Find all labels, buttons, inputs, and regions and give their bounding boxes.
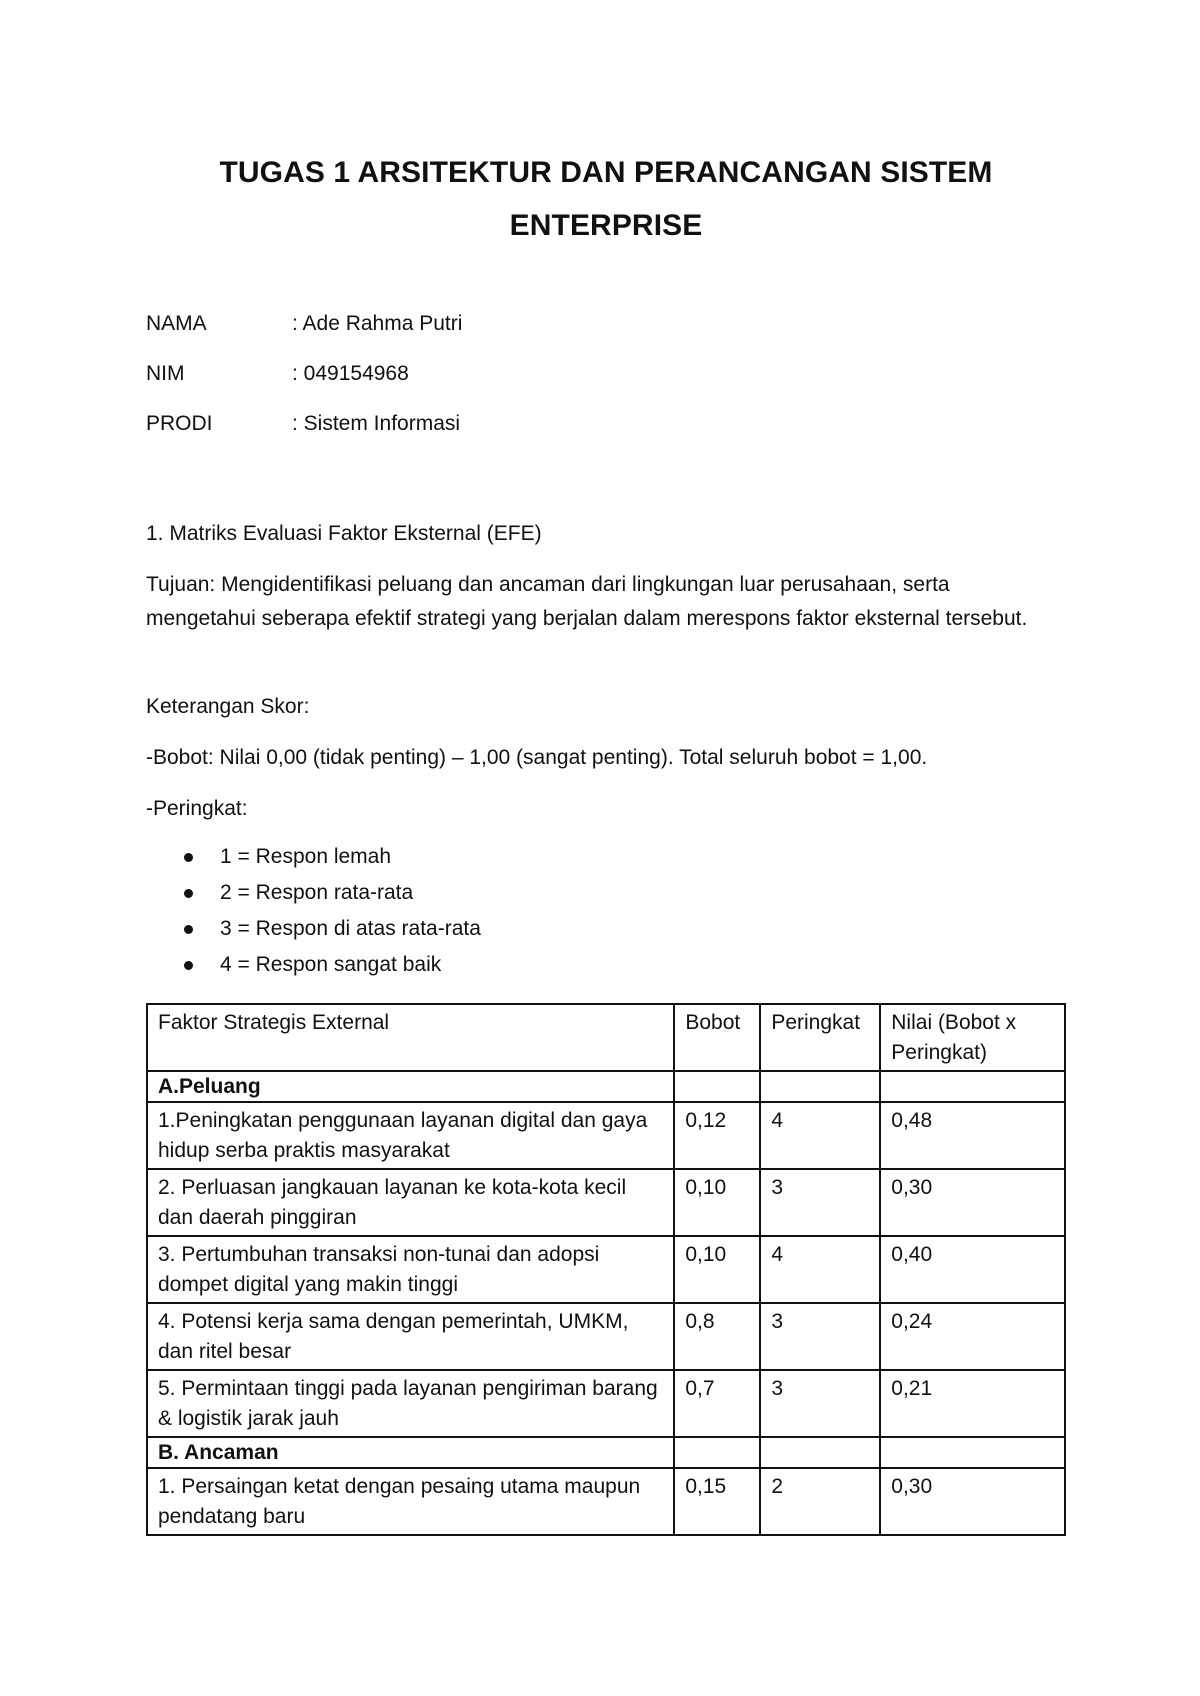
cell-faktor: 2. Perluasan jangkauan layanan ke kota-kota kecil dan daerah pinggiran: [147, 1169, 674, 1236]
list-item-text: 4 = Respon sangat baik: [220, 953, 442, 976]
cell-peringkat: 2: [760, 1468, 880, 1535]
cell-nilai: 0,21: [880, 1370, 1065, 1437]
list-item-text: 3 = Respon di atas rata-rata: [220, 917, 481, 940]
cell-nilai: 0,30: [880, 1169, 1065, 1236]
list-item: [146, 842, 481, 878]
cell-peringkat: 4: [760, 1236, 880, 1303]
bobot-note: -Bobot: Nilai 0,00 (tidak penting) – 1,00 (sangat penting). Total seluruh bobot = 1,00.: [146, 746, 928, 769]
list-item-text: 1 = Respon lemah: [220, 845, 392, 868]
table-row: [147, 1236, 1065, 1303]
table-row: [147, 1102, 1065, 1169]
bullet-icon: [184, 925, 193, 934]
cell-nilai: 0,24: [880, 1303, 1065, 1370]
group-row-ancaman: [147, 1437, 1065, 1468]
cell-nilai: 0,48: [880, 1102, 1065, 1169]
info-label: PRODI: [146, 412, 213, 435]
list-item: [146, 878, 481, 914]
header-faktor: Faktor Strategis External: [147, 1004, 674, 1071]
header-nilai: Nilai (Bobot x Peringkat): [880, 1004, 1065, 1071]
group-row-peluang: [147, 1071, 1065, 1102]
group-label: A.Peluang: [147, 1071, 674, 1102]
bullet-icon: [184, 889, 193, 898]
bullet-icon: [184, 853, 193, 862]
cell-faktor: 4. Potensi kerja sama dengan pemerintah, UMKM, dan ritel besar: [147, 1303, 674, 1370]
info-value: : Sistem Informasi: [292, 412, 461, 435]
cell-faktor: 1.Peningkatan penggunaan layanan digital dan gaya hidup serba praktis masyarakat: [147, 1102, 674, 1169]
document-title: TUGAS 1 ARSITEKTUR DAN PERANCANGAN SISTEM ENTERPRISE: [219, 156, 993, 242]
cell-bobot: 0,7: [674, 1370, 760, 1437]
keterangan-label: Keterangan Skor:: [146, 695, 310, 718]
table-row: [147, 1169, 1065, 1236]
info-row-nim: [146, 362, 462, 412]
section-heading: 1. Matriks Evaluasi Faktor Eksternal (EFE): [146, 522, 542, 545]
cell-faktor: 5. Permintaan tinggi pada layanan pengiriman barang & logistik jarak jauh: [147, 1370, 674, 1437]
cell-nilai: 0,40: [880, 1236, 1065, 1303]
empty-cell: [674, 1071, 760, 1102]
group-label: B. Ancaman: [147, 1437, 674, 1468]
empty-cell: [760, 1071, 880, 1102]
student-info: [146, 312, 462, 462]
table-row: [147, 1370, 1065, 1437]
cell-peringkat: 3: [760, 1303, 880, 1370]
info-value: : 049154968: [292, 362, 409, 385]
efe-table: [146, 1003, 1066, 1536]
info-row-nama: [146, 312, 462, 362]
empty-cell: [880, 1071, 1065, 1102]
cell-faktor: 3. Pertumbuhan transaksi non-tunai dan adopsi dompet digital yang makin tinggi: [147, 1236, 674, 1303]
list-item: [146, 914, 481, 950]
header-bobot: Bobot: [674, 1004, 760, 1071]
cell-bobot: 0,8: [674, 1303, 760, 1370]
cell-bobot: 0,15: [674, 1468, 760, 1535]
bullet-icon: [184, 961, 193, 970]
list-item: [146, 950, 481, 986]
info-row-prodi: [146, 412, 462, 462]
list-item-text: 2 = Respon rata-rata: [220, 881, 414, 904]
empty-cell: [674, 1437, 760, 1468]
empty-cell: [760, 1437, 880, 1468]
info-label: NAMA: [146, 312, 207, 335]
tujuan-paragraph: Tujuan: Mengidentifikasi peluang dan ancaman dari lingkungan luar perusahaan, serta mengetahui seberapa efektif strategi yang berjalan dalam merespons faktor eksternal tersebut.: [146, 573, 1028, 630]
cell-peringkat: 3: [760, 1169, 880, 1236]
info-label: NIM: [146, 362, 185, 385]
table-header-row: [147, 1004, 1065, 1071]
cell-peringkat: 3: [760, 1370, 880, 1437]
peringkat-list: [146, 842, 481, 986]
cell-peringkat: 4: [760, 1102, 880, 1169]
header-peringkat: Peringkat: [760, 1004, 880, 1071]
cell-faktor: 1. Persaingan ketat dengan pesaing utama maupun pendatang baru: [147, 1468, 674, 1535]
cell-bobot: 0,12: [674, 1102, 760, 1169]
cell-bobot: 0,10: [674, 1236, 760, 1303]
table-row: [147, 1303, 1065, 1370]
info-value: : Ade Rahma Putri: [292, 312, 463, 335]
empty-cell: [880, 1437, 1065, 1468]
cell-nilai: 0,30: [880, 1468, 1065, 1535]
cell-bobot: 0,10: [674, 1169, 760, 1236]
table-row: [147, 1468, 1065, 1535]
peringkat-label: -Peringkat:: [146, 797, 248, 820]
